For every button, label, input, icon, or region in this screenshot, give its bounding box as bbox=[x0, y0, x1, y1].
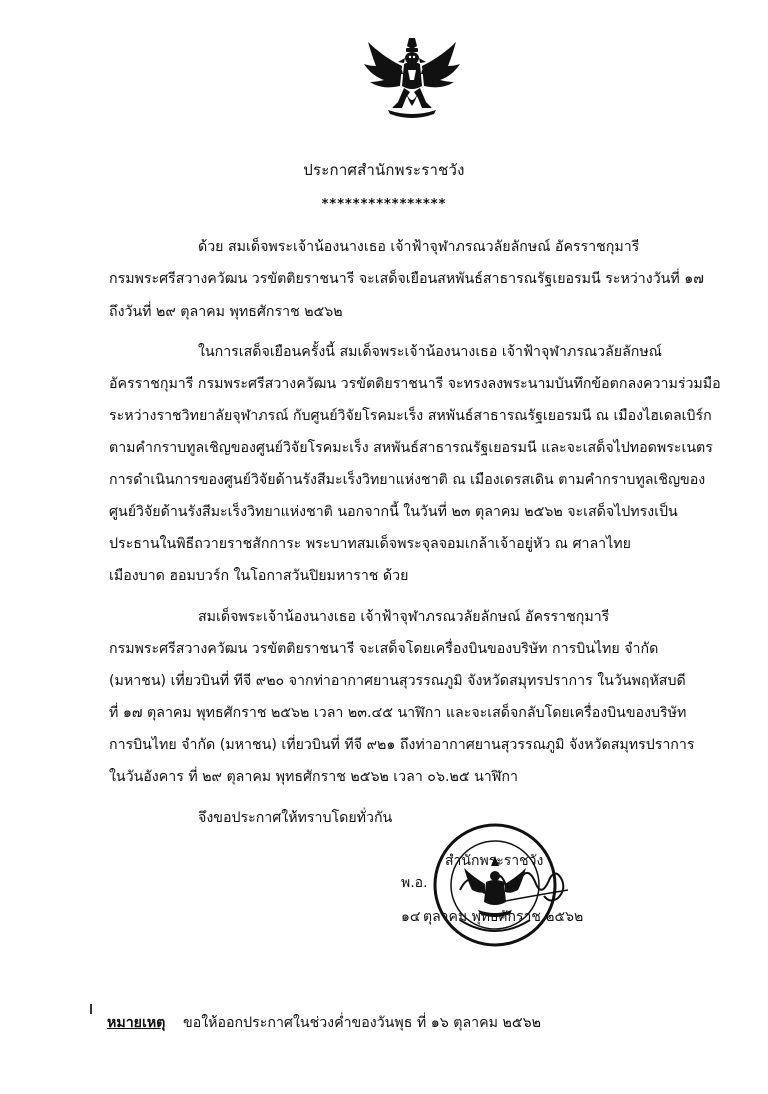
paragraph-3-line: การบินไทย จำกัด (มหาชน) เที่ยวบินที่ ทีจี ๙๒๑ ถึงท่าอากาศยานสุวรรณภูมิ จังหวัดสมุทรปราการ bbox=[109, 737, 695, 753]
signing-office: สำนักพระราชวัง bbox=[445, 853, 544, 869]
paragraph-1-line: ถึงวันที่ ๒๙ ตุลาคม พุทธศักราช ๒๕๖๒ bbox=[109, 304, 343, 320]
paragraph-3-line: ในวันอังคาร ที่ ๒๙ ตุลาคม พุทธศักราช ๒๕๖๒ เวลา ๐๖.๒๕ นาฬิกา bbox=[109, 769, 518, 785]
paragraph-2-line: ประธานในพิธีถวายราชสักการะ พระบาทสมเด็จพระจุลจอมเกล้าเจ้าอยู่หัว ณ ศาลาไทย bbox=[109, 536, 631, 552]
paragraph-3-line: กรมพระศรีสวางควัฒน วรขัตติยราชนารี จะเสด็จโดยเครื่องบินของบริษัท การบินไทย จำกัด bbox=[109, 641, 659, 657]
signing-day: ๑๔ bbox=[401, 909, 421, 925]
closing-statement: จึงขอประกาศให้ทราบโดยทั่วกัน bbox=[198, 810, 393, 826]
paragraph-3-line: ที่ ๑๗ ตุลาคม พุทธศักราช ๒๕๖๒ เวลา ๒๓.๔๕ นาฬิกา และจะเสด็จกลับโดยเครื่องบินของบริษัท bbox=[109, 705, 687, 721]
paragraph-2-line: ระหว่างราชวิทยาลัยจุฬาภรณ์ กับศูนย์วิจัยโรคมะเร็ง สหพันธ์สาธารณรัฐเยอรมนี ณ เมืองไฮเดลเบิร์ก bbox=[109, 408, 712, 424]
signing-number-prefix: พ.อ. bbox=[401, 875, 428, 891]
paragraph-2-line: ศูนย์วิจัยด้านรังสีมะเร็งวิทยาแห่งชาติ นอกจากนี้ ในวันที่ ๒๓ ตุลาคม ๒๕๖๒ จะเสด็จไปทรงเป็น bbox=[109, 504, 678, 520]
paragraph-2-line: เมืองบาด ฮอมบวร์ก ในโอกาสวันปิยมหาราช ด้วย bbox=[109, 568, 409, 584]
paragraph-3-line: (มหาชน) เที่ยวบินที่ ทีจี ๙๒๐ จากท่าอากาศยานสุวรรณภูมิ จังหวัดสมุทรปราการ ในวันพฤหัสบดี bbox=[109, 673, 686, 689]
page-title: ประกาศสำนักพระราชวัง bbox=[303, 161, 465, 179]
title-separator: **************** bbox=[321, 197, 447, 212]
margin-mark bbox=[90, 1004, 92, 1014]
paragraph-2-line: การดำเนินการของศูนย์วิจัยด้านรังสีมะเร็งวิทยาแห่งชาติ ณ เมืองเดรสเดิน ตามคำกราบทูลเชิญของ bbox=[109, 472, 706, 488]
remark-label: หมายเหตุ bbox=[107, 1015, 166, 1031]
paragraph-2-line: ในการเสด็จเยือนครั้งนี้ สมเด็จพระเจ้าน้องนางเธอ เจ้าฟ้าจุฬาภรณวลัยลักษณ์ bbox=[198, 344, 662, 360]
signing-date: ตุลาคม พุทธศักราช ๒๕๖๒ bbox=[423, 909, 584, 925]
paragraph-1-line: กรมพระศรีสวางควัฒน วรขัตติยราชนารี จะเสด็จเยือนสหพันธ์สาธารณรัฐเยอรมนี ระหว่างวันที่ ๑๗ bbox=[109, 271, 704, 287]
paragraph-2-line: ตามคำกราบทูลเชิญของศูนย์วิจัยโรคมะเร็ง สหพันธ์สาธารณรัฐเยอรมนี และจะเสด็จไปทอดพระเนตร bbox=[109, 440, 713, 456]
paragraph-2-line: อัครราชกุมารี กรมพระศรีสวางควัฒน วรขัตติยราชนารี จะทรงลงพระนามบันทึกข้อตกลงความร่วมมือ bbox=[109, 376, 721, 392]
remark-text: ขอให้ออกประกาศในช่วงค่ำของวันพุธ ที่ ๑๖ ตุลาคม ๒๕๖๒ bbox=[183, 1015, 541, 1031]
garuda-emblem-icon bbox=[362, 36, 462, 126]
paragraph-3-line: สมเด็จพระเจ้าน้องนางเธอ เจ้าฟ้าจุฬาภรณวลัยลักษณ์ อัครราชกุมารี bbox=[198, 609, 610, 625]
paragraph-1-line: ด้วย สมเด็จพระเจ้าน้องนางเธอ เจ้าฟ้าจุฬาภรณวลัยลักษณ์ อัครราชกุมารี bbox=[198, 239, 640, 255]
